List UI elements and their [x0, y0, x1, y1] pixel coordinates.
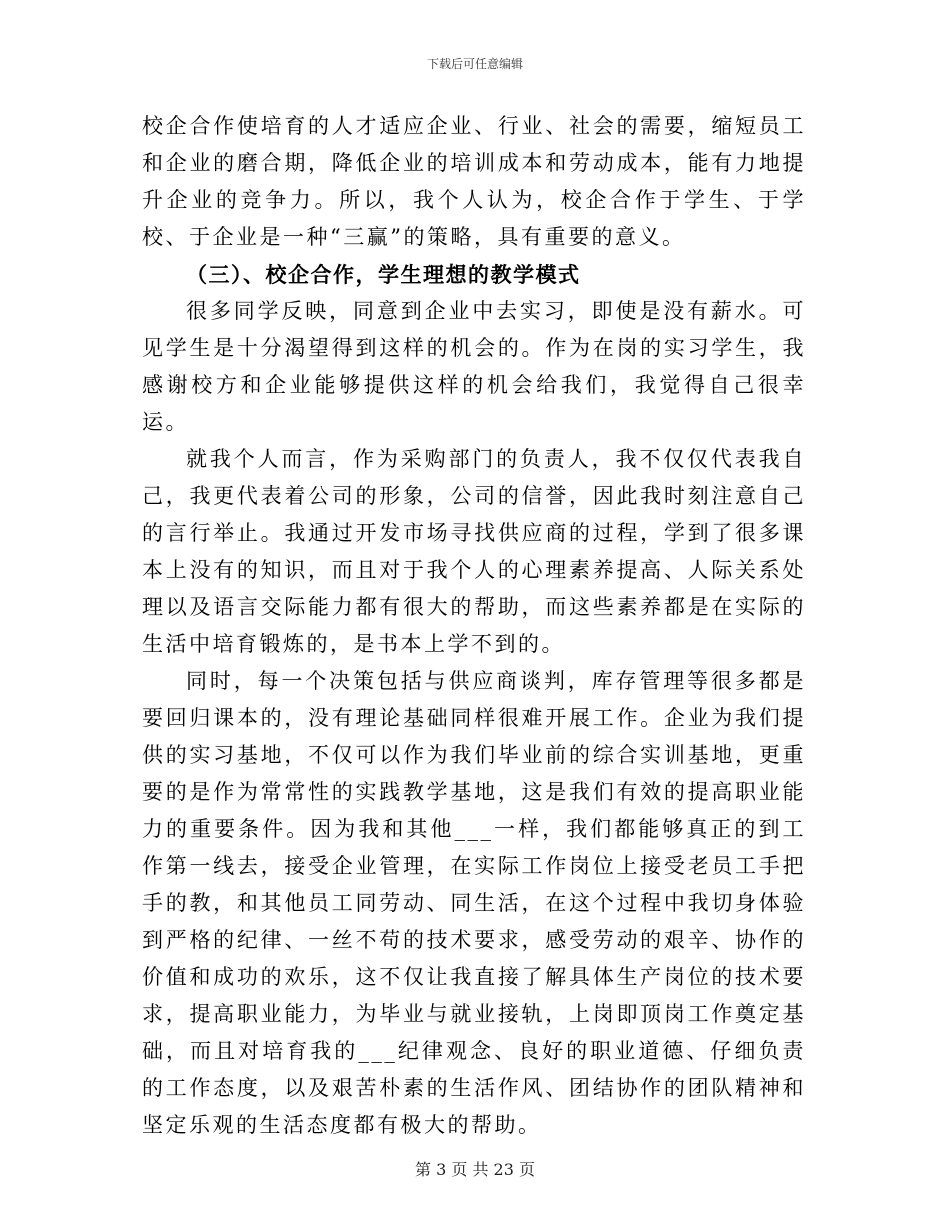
- paragraph-2: 很多同学反映，同意到企业中去实习，即使是没有薪水。可见学生是十分渴望得到这样的机会的。作为在岗的实习学生，我感谢校方和企业能够提供这样的机会给我们，我觉得自己很幸运。: [142, 299, 806, 434]
- paragraph-1: 校企合作使培育的人才适应企业、行业、社会的需要，缩短员工和企业的磨合期，降低企业的培训成本和劳动成本，能有力地提升企业的竞争力。所以，我个人认为，校企合作于学生、于学校、于企业是一种“三赢”的策略，具有重要的意义。: [142, 114, 806, 249]
- page-header-note: 下载后可任意编辑: [426, 57, 523, 71]
- page-number-footer: 第 3 页 共 23 页: [415, 1160, 535, 1179]
- section-heading: （三）、校企合作，学生理想的教学模式: [186, 262, 581, 287]
- document-body: [142, 108, 806, 1144]
- paragraph-4: 同时，每一个决策包括与供应商谈判，库存管理等很多都是要回归课本的，没有理论基础同样很难开展工作。企业为我们提供的实习基地，不仅可以作为我们毕业前的综合实训基地，更重要的是作为常常性的实践教学基地，这是我们有效的提高职业能力的重要条件。因为我和其他___一样，我们都能够真正的到工作第一线去，接受企业管理，在实际工作岗位上接受老员工手把手的教，和其他员工同劳动、同生活，在这个过程中我切身体验到严格的纪律、一丝不苟的技术要求，感受劳动的艰辛、协作的价值和成功的欢乐，这不仅让我直接了解具体生产岗位的技术要求，提高职业能力，为毕业与就业接轨，上岗即顶岗工作奠定基础，而且对培育我的___纪律观念、良好的职业道德、仔细负责的工作态度，以及艰苦朴素的生活作风、团结协作的团队精神和坚定乐观的生活态度都有极大的帮助。: [142, 669, 806, 1137]
- paragraph-3: 就我个人而言，作为采购部门的负责人，我不仅仅代表我自己，我更代表着公司的形象，公司的信誉，因此我时刻注意自己的言行举止。我通过开发市场寻找供应商的过程，学到了很多课本上没有的知识，而且对于我个人的心理素养提高、人际关系处理以及语言交际能力都有很大的帮助，而这些素养都是在实际的生活中培育锻炼的，是书本上学不到的。: [142, 447, 806, 656]
